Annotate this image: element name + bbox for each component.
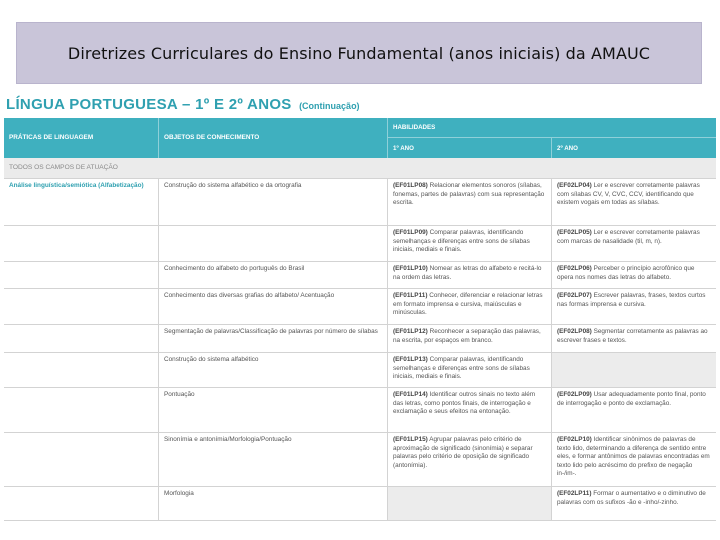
skill-text: Perceber o princípio acrofônico que opera nos nomes das letras do alfabeto. bbox=[557, 265, 695, 281]
skill-year1-cell bbox=[388, 388, 552, 432]
object-cell: Conhecimento do alfabeto do português do Brasil bbox=[159, 262, 388, 288]
skill-year2-cell bbox=[552, 289, 716, 324]
header-year2: 2º ANO bbox=[557, 144, 578, 152]
object-cell: Construção do sistema alfabético bbox=[159, 353, 388, 387]
skill-code: (EF01LP10) bbox=[393, 265, 428, 272]
skill-year2-cell bbox=[552, 325, 716, 352]
skill-code: (EF01LP11) bbox=[393, 292, 428, 299]
skill-text: Identificar outros sinais no texto além das letras, como pontos finais, de interrogação e exclamação e seus efeitos na entonação. bbox=[393, 391, 536, 416]
skill-code: (EF02LP10) bbox=[557, 436, 592, 443]
skill-code: (EF02LP09) bbox=[557, 391, 592, 398]
skill-code: (EF02LP04) bbox=[557, 182, 592, 189]
skill-year2-cell bbox=[552, 388, 716, 432]
section-title-continuation: (Continuação) bbox=[299, 101, 360, 111]
object-cell bbox=[159, 226, 388, 261]
curriculum-table bbox=[4, 118, 716, 521]
field-row bbox=[4, 158, 716, 179]
object-cell: Construção do sistema alfabético e da ortografia bbox=[159, 179, 388, 225]
header-practices: PRÁTICAS DE LINGUAGEM bbox=[4, 118, 159, 158]
skill-year1-cell bbox=[388, 226, 552, 261]
skill-code: (EF01LP14) bbox=[393, 391, 428, 398]
object-cell: Morfologia bbox=[159, 487, 388, 520]
skill-code: (EF02LP11) bbox=[557, 490, 592, 497]
object-cell: Segmentação de palavras/Classificação de palavras por número de sílabas bbox=[159, 325, 388, 352]
skill-year1-cell bbox=[388, 179, 552, 225]
skill-code: (EF01LP08) bbox=[393, 182, 428, 189]
header-skills-group bbox=[388, 118, 716, 158]
table-row bbox=[4, 226, 716, 262]
field-label: TODOS OS CAMPOS DE ATUAÇÃO bbox=[9, 163, 118, 171]
skill-text: Identificar sinônimos de palavras de texto lido, determinando a diferença de sentido entre eles, e formar antônimos de palavras encontradas em texto lido pelo acréscimo do prefixo de negação in-/im-. bbox=[557, 436, 710, 478]
table-row bbox=[4, 179, 716, 226]
skill-year1-cell bbox=[388, 433, 552, 486]
skill-code: (EF02LP07) bbox=[557, 292, 592, 299]
header-year1: 1º ANO bbox=[388, 138, 552, 158]
header-objects: OBJETOS DE CONHECIMENTO bbox=[159, 118, 388, 158]
title-banner bbox=[16, 22, 702, 84]
skill-text: Segmentar corretamente as palavras ao escrever frases e textos. bbox=[557, 328, 708, 344]
skill-year1-cell bbox=[388, 262, 552, 288]
practice-cell bbox=[4, 226, 159, 261]
skill-text: Nomear as letras do alfabeto e recitá-lo na ordem das letras. bbox=[393, 265, 542, 281]
object-cell: Conhecimento das diversas grafias do alfabeto/ Acentuação bbox=[159, 289, 388, 324]
table-row bbox=[4, 487, 716, 521]
object-cell: Pontuação bbox=[159, 388, 388, 432]
skill-code: (EF01LP15) bbox=[393, 436, 428, 443]
skill-text: Escrever palavras, frases, textos curtos nas formas imprensa e cursiva. bbox=[557, 292, 706, 308]
skill-year2-cell bbox=[552, 226, 716, 261]
table-row bbox=[4, 325, 716, 353]
skill-text: Ler e escrever corretamente palavras com marcas de nasalidade (til, m, n). bbox=[557, 229, 700, 245]
table-row bbox=[4, 388, 716, 433]
skill-year2-cell bbox=[552, 433, 716, 486]
skill-text: Comparar palavras, identificando semelhanças e diferenças entre sons de sílabas iniciais, mediais e finais. bbox=[393, 229, 530, 254]
skill-text: Comparar palavras, identificando semelhanças e diferenças entre sons de sílabas iniciais, mediais e finais. bbox=[393, 356, 530, 381]
banner-title: Diretrizes Curriculares do Ensino Fundamental (anos iniciais) da AMAUC bbox=[67, 43, 651, 63]
object-cell: Sinonímia e antonímia/Morfologia/Pontuação bbox=[159, 433, 388, 486]
skill-year2-cell bbox=[552, 487, 716, 520]
practice-cell bbox=[4, 487, 159, 520]
skill-code: (EF02LP06) bbox=[557, 265, 592, 272]
skill-text: Formar o aumentativo e o diminutivo de palavras com os sufixos -ão e -inho/-zinho. bbox=[557, 490, 706, 506]
skill-code: (EF02LP05) bbox=[557, 229, 592, 236]
table-row bbox=[4, 289, 716, 325]
skill-year1-cell bbox=[388, 353, 552, 387]
practice-cell bbox=[4, 388, 159, 432]
skill-code: (EF02LP08) bbox=[557, 328, 592, 335]
practice-cell bbox=[4, 262, 159, 288]
skill-text: Reconhecer a separação das palavras, na escrita, por espaços em branco. bbox=[393, 328, 541, 344]
skill-text: Usar adequadamente ponto final, ponto de interrogação e ponto de exclamação. bbox=[557, 391, 706, 407]
header-skills: HABILIDADES bbox=[388, 118, 716, 138]
skill-year1-cell bbox=[388, 289, 552, 324]
practice-cell bbox=[4, 353, 159, 387]
practice-cell bbox=[4, 289, 159, 324]
skill-code: (EF01LP12) bbox=[393, 328, 428, 335]
skill-year2-cell bbox=[552, 262, 716, 288]
skill-year2-cell bbox=[552, 179, 716, 225]
skill-text: Relacionar elementos sonoros (sílabas, fonemas, partes de palavras) com sua representação escrita. bbox=[393, 182, 545, 207]
skill-code: (EF01LP09) bbox=[393, 229, 428, 236]
practice-cell bbox=[4, 325, 159, 352]
skill-code: (EF01LP13) bbox=[393, 356, 428, 363]
section-title-main: LÍNGUA PORTUGUESA – 1º E 2º ANOS bbox=[6, 96, 292, 113]
table-row bbox=[4, 262, 716, 289]
skill-text: Ler e escrever corretamente palavras com sílabas CV, V, CVC, CCV, identificando que existem vogais em todas as sílabas. bbox=[557, 182, 700, 207]
practice-cell bbox=[4, 433, 159, 486]
practice-cell: Análise linguística/semiótica (Alfabetização) bbox=[4, 179, 159, 225]
table-row bbox=[4, 353, 716, 388]
section-title bbox=[6, 96, 360, 114]
skill-year1-cell-empty bbox=[388, 487, 552, 520]
skill-year1-cell bbox=[388, 325, 552, 352]
table-row bbox=[4, 433, 716, 487]
skill-year2-cell-empty bbox=[552, 353, 716, 387]
table-header bbox=[4, 118, 716, 158]
skill-text: Conhecer, diferenciar e relacionar letras em formato imprensa e cursiva, maiúsculas e minúsculas. bbox=[393, 292, 543, 317]
skill-text: Agrupar palavras pelo critério de aproximação de significado (sinonímia) e separar palavras pelo critério de oposição de significado (antonímia). bbox=[393, 436, 533, 469]
